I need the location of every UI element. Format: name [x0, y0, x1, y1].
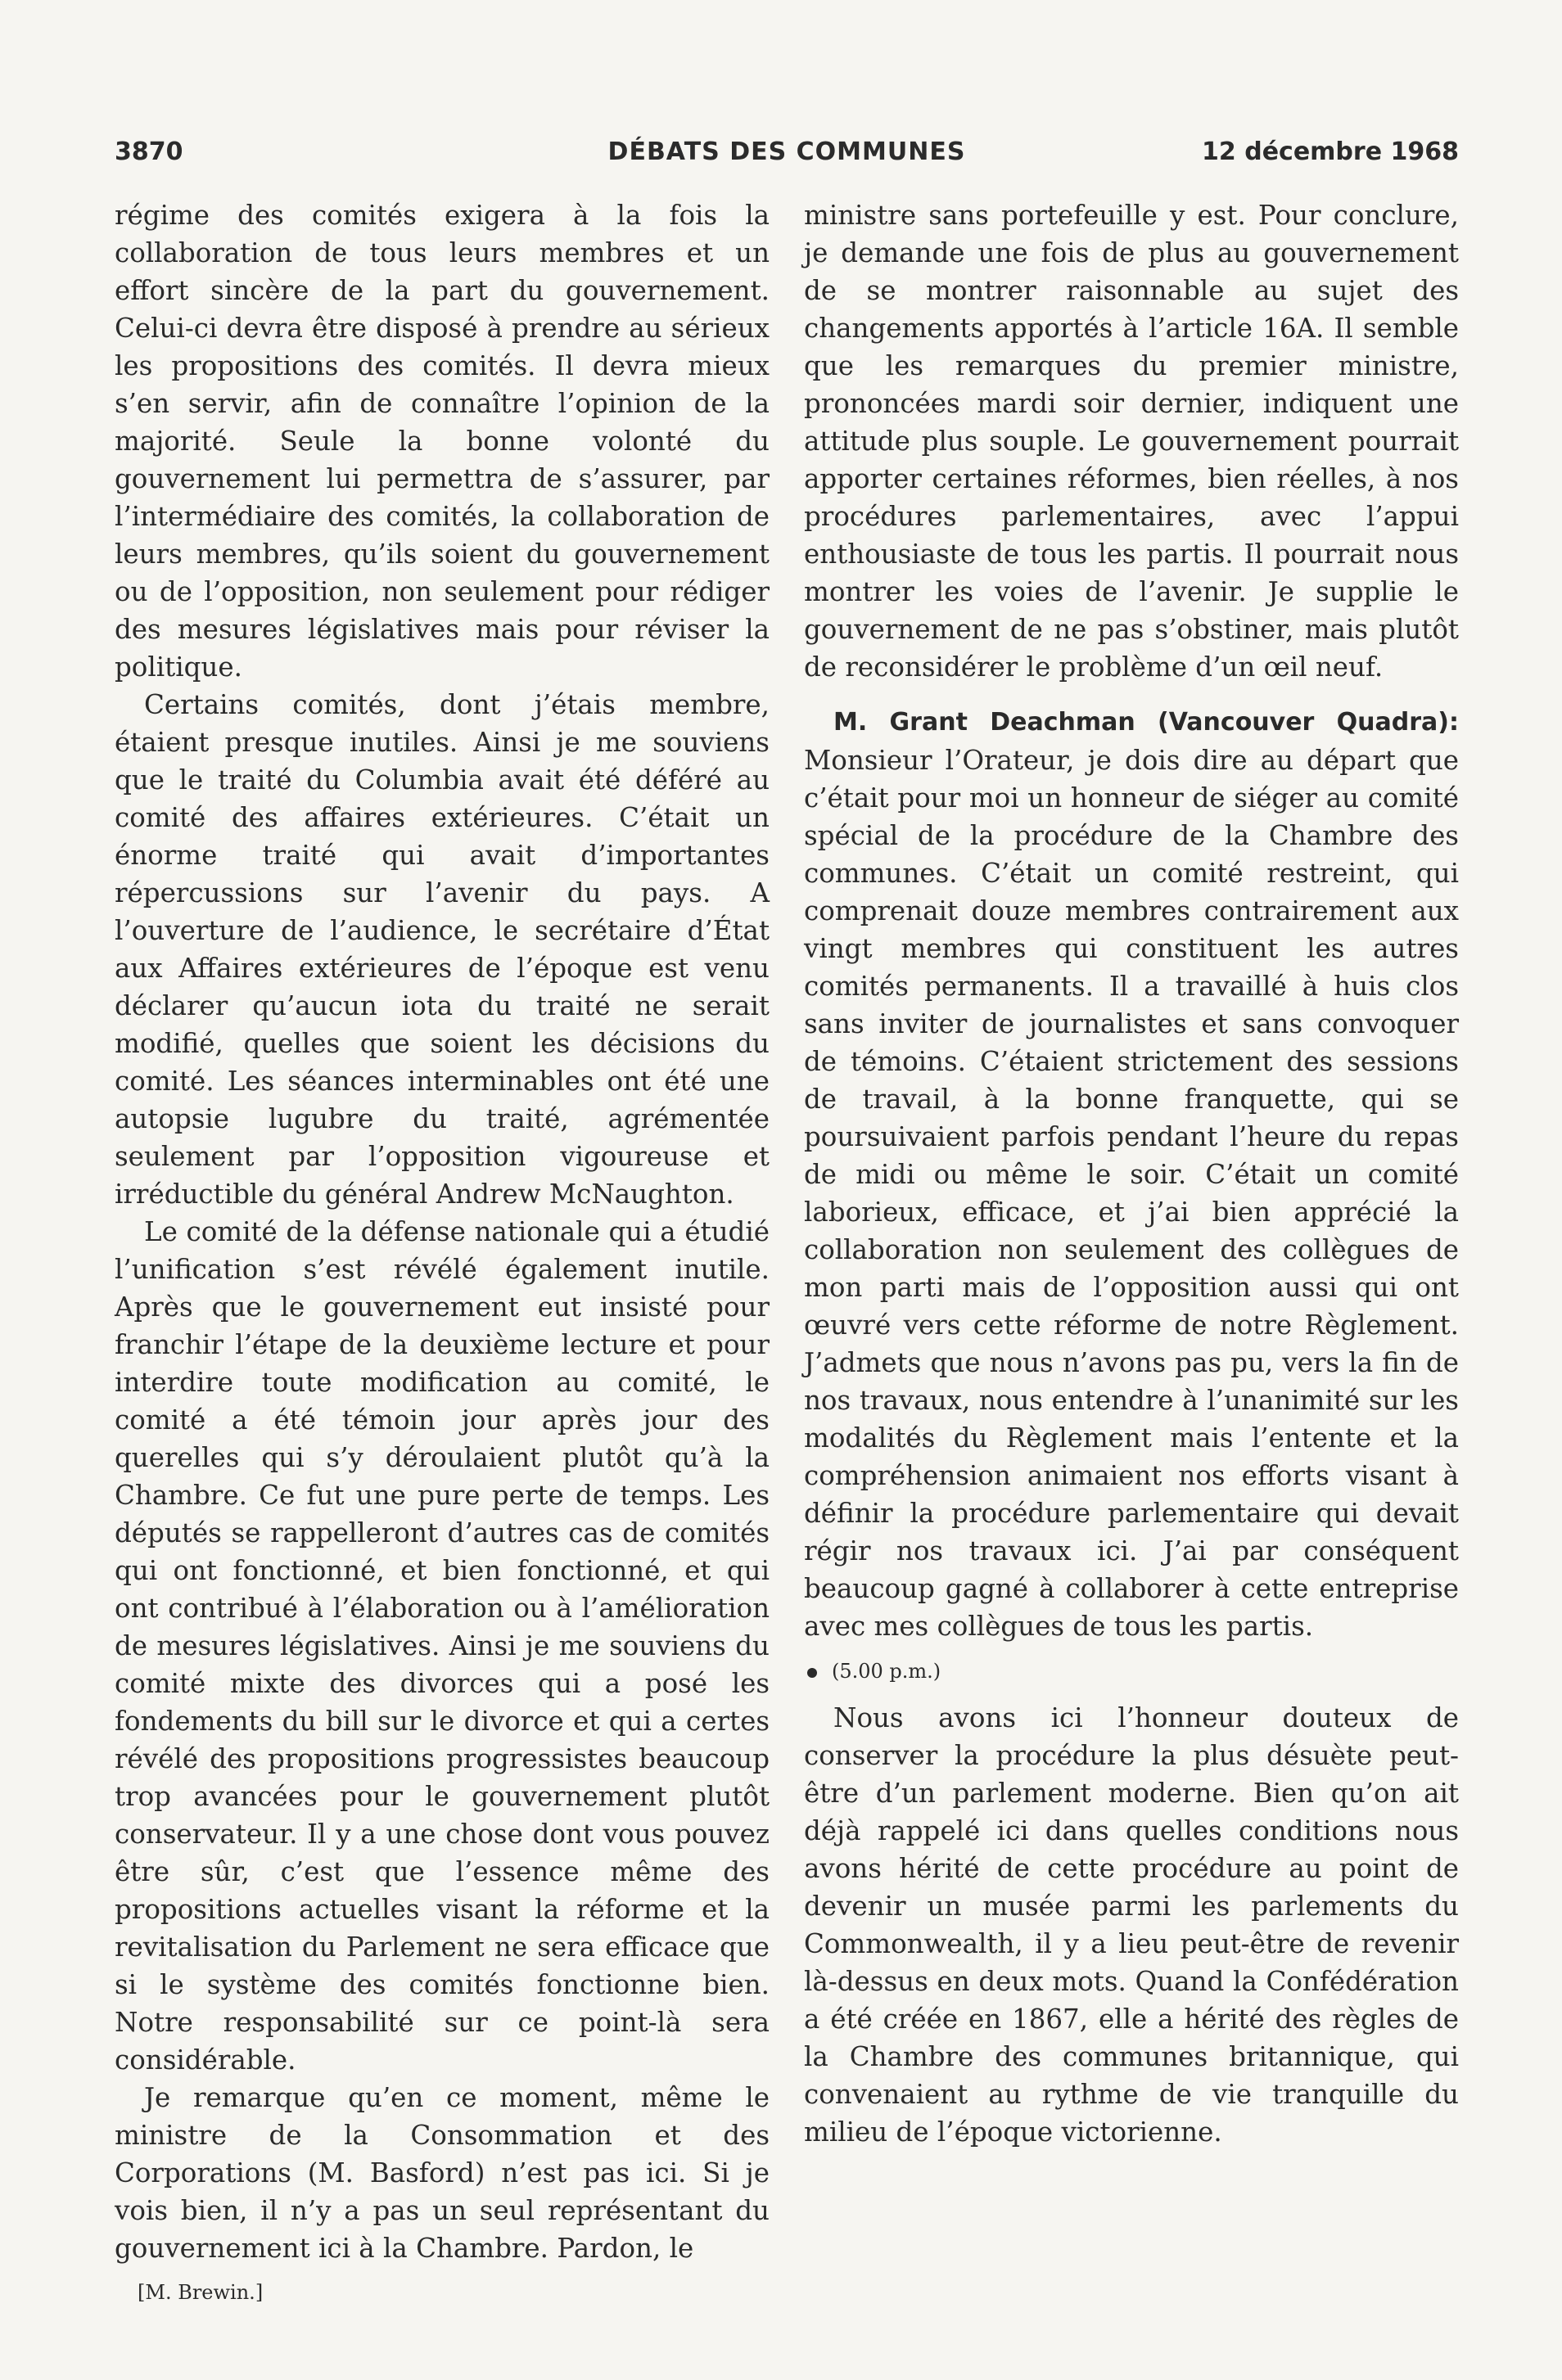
paragraph: Le comité de la défense nationale qui a étudié l’unification s’est révélé également inutile. Après que le gouvernement eut insisté pour franchir l’étape de la deuxième lecture et pour interdire toute modification au comité, le comité a été témoin jour après jour des querelles qui s’y déroulaient plutôt qu’à la Chambre. Ce fut une pure perte de temps. Les députés se rappelleront d’autres cas de comités qui ont fonctionné, et bien fonctionné, et qui ont contribué à l’élaboration ou à l’amélioration de mesures législatives. Ainsi je me souviens du comité mixte des divorces qui a posé les fondements du bill sur le divorce et qui a certes révélé des propositions progressistes beaucoup trop avancées pour le gouvernement plutôt conservateur. Il y a une chose dont vous pouvez être sûr, c’est que l’essence même des propositions actuelles visant la réforme et la revitalisation du Parlement ne sera efficace que si le système des comités fonctionne bien. Notre responsabilité sur ce point-là sera considérable. — [115, 1216, 770, 2076]
paragraph: régime des comités exigera à la fois la collaboration de tous leurs membres et un effort sincère de la part du gouvernement. Celui-ci devra être disposé à prendre au sérieux les propositions des comités. Il devra mieux s’en servir, afin de connaître l’opinion de la majorité. Seule la bonne volonté du gouvernement lui permettra de s’assurer, par l’intermédiaire des comités, la collaboration de leurs membres, qu’ils soient du gouvernement ou de l’opposition, non seulement pour rédiger des mesures législatives mais pour réviser la politique. — [115, 200, 770, 683]
left-column — [115, 196, 770, 2306]
speaker-name: M. Grant Deachman (Vancouver Quadra): — [833, 708, 1459, 737]
page-number: 3870 — [115, 137, 183, 166]
timestamp — [804, 1657, 1459, 1686]
page-header — [115, 137, 1459, 174]
paragraph: Je remarque qu’en ce moment, même le ministre de la Consommation et des Corporations (M. Basford) n’est pas ici. Si je vois bien, il n’y a pas un seul représentant du gouvernement ici à la Chambre. Pardon, le — [115, 2082, 770, 2264]
publication-title: DÉBATS DES COMMUNES — [607, 137, 966, 166]
paragraph: ministre sans portefeuille y est. Pour conclure, je demande une fois de plus au gouvernement de se montrer raisonnable au sujet des changements apportés à l’article 16A. Il semble que les remarques du premier ministre, prononcées mardi soir dernier, indiquent une attitude plus souple. Le gouvernement pourrait apporter certaines réformes, bien réelles, à nos procédures parlementaires, avec l’appui enthousiaste de tous les partis. Il pourrait nous montrer les voies de l’avenir. Je supplie le gouvernement de ne pas s’obstiner, mais plutôt de reconsidérer le problème d’un œil neuf. — [804, 200, 1459, 683]
paragraph: Nous avons ici l’honneur douteux de conserver la procédure la plus désuète peut-être d’un parlement moderne. Bien qu’on ait déjà rappelé ici dans quelles conditions nous avons hérité de cette procédure au point de devenir un musée parmi les parlements du Commonwealth, il y a lieu peut-être de revenir là-dessus en deux mots. Quand la Confédération a été créée en 1867, elle a hérité des règles de la Chambre des communes britannique, qui convenaient au rythme de vie tranquille du milieu de l’époque victorienne. — [804, 1702, 1459, 2148]
speaker-paragraph — [804, 702, 1459, 1645]
bullet-icon — [807, 1668, 817, 1678]
page-date: 12 décembre 1968 — [1202, 137, 1459, 166]
paragraph: Certains comités, dont j’étais membre, étaient presque inutiles. Ainsi je me souviens que le traité du Columbia avait été déféré au comité des affaires extérieures. C’était un énorme traité qui avait d’importantes répercussions sur l’avenir du pays. A l’ouverture de l’audience, le secrétaire d’État aux Affaires extérieures de l’époque est venu déclarer qu’aucun iota du traité ne serait modifié, quelles que soient les décisions du comité. Les séances interminables ont été une autopsie lugubre du traité, agrémentée seulement par l’opposition vigoureuse et irréductible du général Andrew McNaughton. — [115, 689, 770, 1210]
paragraph-text: Monsieur l’Orateur, je dois dire au départ que c’était pour moi un honneur de siéger au comité spécial de la procédure de la Chambre des communes. C’était un comité restreint, qui comprenait douze membres contrairement aux vingt membres qui constituent les autres comités permanents. Il a travaillé à huis clos sans inviter de journalistes et sans convoquer de témoins. C’étaient strictement des sessions de travail, à la bonne franquette, qui se poursuivaient parfois pendant l’heure du repas de midi ou même le soir. C’était un comité laborieux, efficace, et j’ai bien apprécié la collaboration non seulement des collègues de mon parti mais de l’opposition aussi qui ont œuvré vers cette réforme de notre Règlement. J’admets que nous n’avons pas pu, vers la fin de nos travaux, nous entendre à l’unanimité sur les modalités du Règlement mais l’entente et la compréhension animaient nos efforts visant à définir la procédure parlementaire qui devait régir nos travaux ici. J’ai par conséquent beaucoup gagné à collaborer à cette entreprise avec mes collègues de tous les partis. — [804, 745, 1459, 1642]
speaker-attribution: [M. Brewin.] — [138, 2281, 264, 2304]
timestamp-text: (5.00 p.m.) — [832, 1660, 941, 1683]
right-column — [804, 196, 1459, 2151]
